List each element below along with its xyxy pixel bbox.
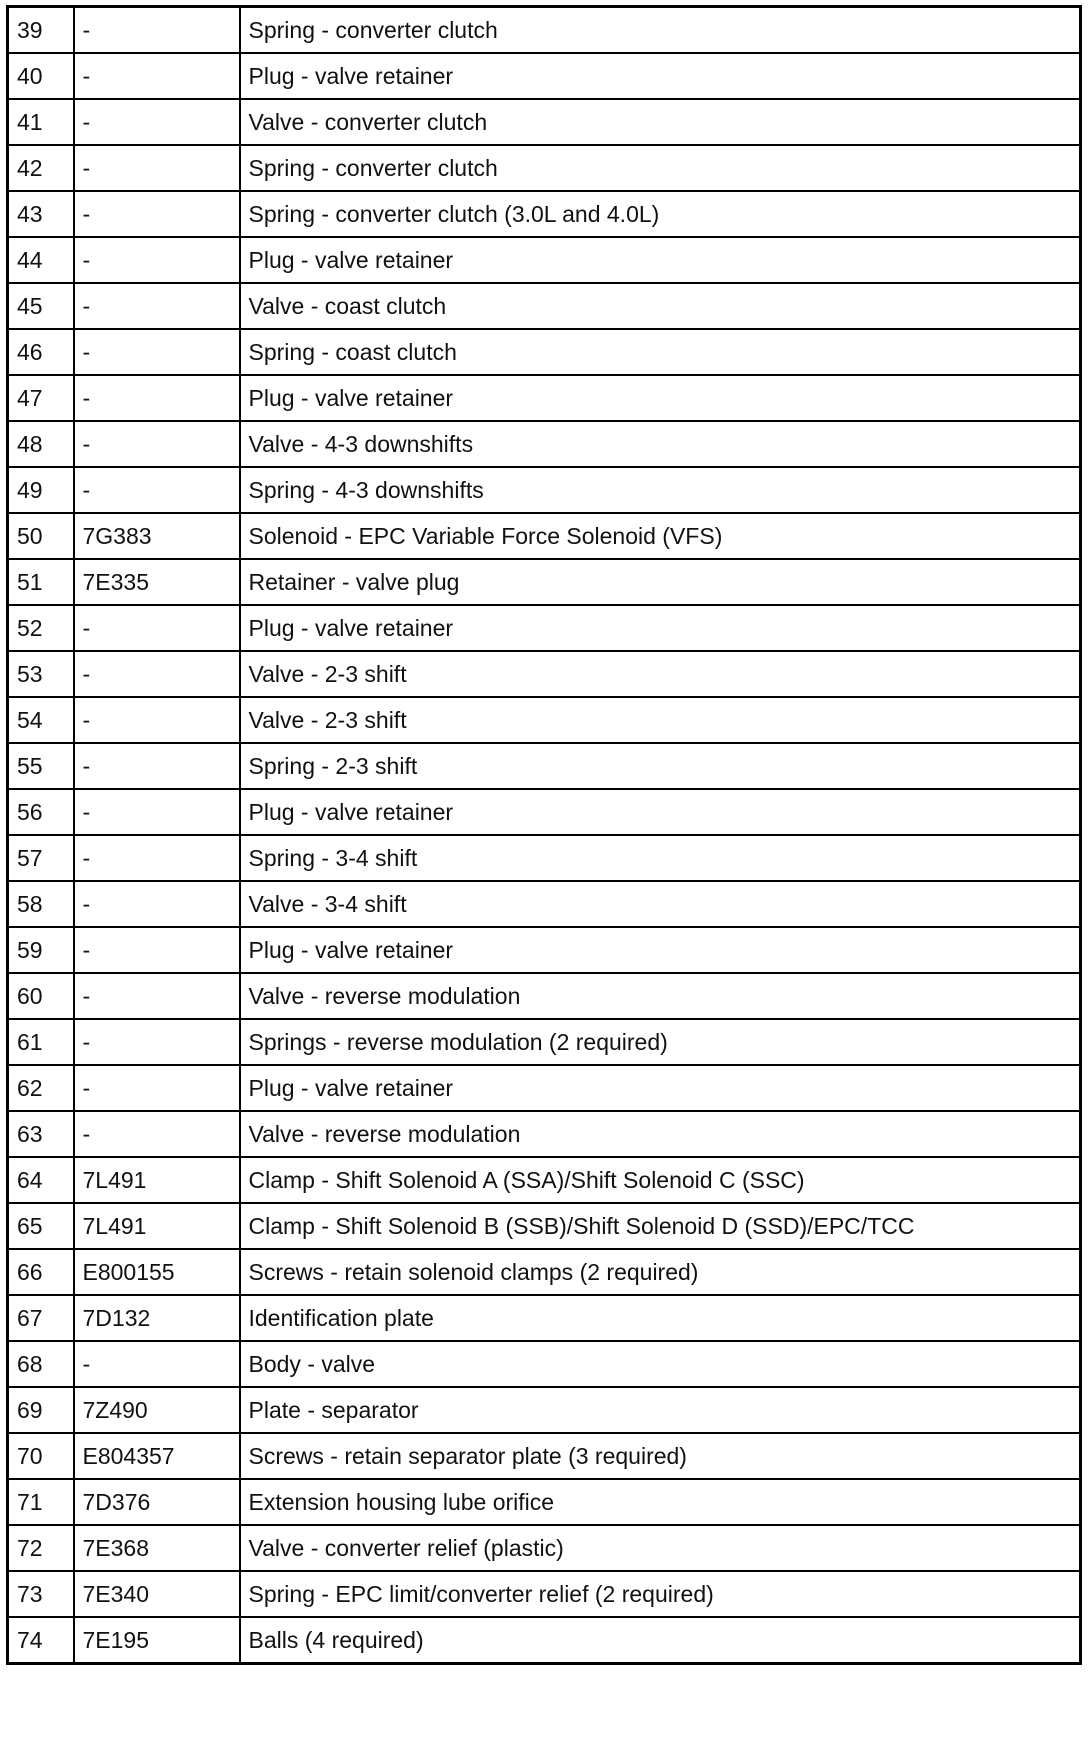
- table-row: [8, 53, 1081, 99]
- table-row: [8, 329, 1081, 375]
- description-cell: Spring - converter clutch: [240, 7, 1081, 54]
- description-cell: Identification plate: [240, 1295, 1081, 1341]
- part-number-cell: -: [74, 973, 240, 1019]
- description-cell: Spring - coast clutch: [240, 329, 1081, 375]
- item-number-cell: 69: [8, 1387, 74, 1433]
- item-number-cell: 39: [8, 7, 74, 54]
- description-cell: Springs - reverse modulation (2 required): [240, 1019, 1081, 1065]
- description-cell: Valve - reverse modulation: [240, 1111, 1081, 1157]
- item-number-cell: 72: [8, 1525, 74, 1571]
- item-number-cell: 62: [8, 1065, 74, 1111]
- part-number-cell: -: [74, 1065, 240, 1111]
- part-number-cell: -: [74, 743, 240, 789]
- table-row: [8, 1433, 1081, 1479]
- table-row: [8, 191, 1081, 237]
- description-cell: Plate - separator: [240, 1387, 1081, 1433]
- table-row: [8, 513, 1081, 559]
- item-number-cell: 59: [8, 927, 74, 973]
- table-row: [8, 467, 1081, 513]
- description-cell: Spring - converter clutch (3.0L and 4.0L): [240, 191, 1081, 237]
- item-number-cell: 42: [8, 145, 74, 191]
- item-number-cell: 51: [8, 559, 74, 605]
- item-number-cell: 74: [8, 1617, 74, 1664]
- part-number-cell: 7E368: [74, 1525, 240, 1571]
- table-row: [8, 99, 1081, 145]
- description-cell: Valve - 3-4 shift: [240, 881, 1081, 927]
- table-row: [8, 1479, 1081, 1525]
- item-number-cell: 70: [8, 1433, 74, 1479]
- item-number-cell: 40: [8, 53, 74, 99]
- table-row: [8, 283, 1081, 329]
- table-row: [8, 927, 1081, 973]
- description-cell: Plug - valve retainer: [240, 1065, 1081, 1111]
- table-row: [8, 1203, 1081, 1249]
- table-row: [8, 1111, 1081, 1157]
- part-number-cell: -: [74, 53, 240, 99]
- table-row: [8, 1571, 1081, 1617]
- item-number-cell: 52: [8, 605, 74, 651]
- table-row: [8, 697, 1081, 743]
- item-number-cell: 68: [8, 1341, 74, 1387]
- part-number-cell: 7E335: [74, 559, 240, 605]
- description-cell: Plug - valve retainer: [240, 927, 1081, 973]
- table-row: [8, 1617, 1081, 1664]
- description-cell: Valve - coast clutch: [240, 283, 1081, 329]
- part-number-cell: -: [74, 145, 240, 191]
- item-number-cell: 53: [8, 651, 74, 697]
- table-row: [8, 375, 1081, 421]
- part-number-cell: 7L491: [74, 1157, 240, 1203]
- part-number-cell: -: [74, 1341, 240, 1387]
- part-number-cell: 7G383: [74, 513, 240, 559]
- description-cell: Spring - converter clutch: [240, 145, 1081, 191]
- part-number-cell: -: [74, 835, 240, 881]
- description-cell: Valve - 2-3 shift: [240, 697, 1081, 743]
- item-number-cell: 50: [8, 513, 74, 559]
- part-number-cell: -: [74, 7, 240, 54]
- part-number-cell: -: [74, 99, 240, 145]
- item-number-cell: 61: [8, 1019, 74, 1065]
- description-cell: Clamp - Shift Solenoid A (SSA)/Shift Solenoid C (SSC): [240, 1157, 1081, 1203]
- item-number-cell: 46: [8, 329, 74, 375]
- item-number-cell: 60: [8, 973, 74, 1019]
- part-number-cell: -: [74, 697, 240, 743]
- item-number-cell: 73: [8, 1571, 74, 1617]
- description-cell: Solenoid - EPC Variable Force Solenoid (VFS): [240, 513, 1081, 559]
- item-number-cell: 49: [8, 467, 74, 513]
- part-number-cell: -: [74, 789, 240, 835]
- description-cell: Spring - 2-3 shift: [240, 743, 1081, 789]
- description-cell: Valve - 2-3 shift: [240, 651, 1081, 697]
- table-row: [8, 237, 1081, 283]
- item-number-cell: 64: [8, 1157, 74, 1203]
- part-number-cell: 7E340: [74, 1571, 240, 1617]
- table-row: [8, 973, 1081, 1019]
- table-row: [8, 1249, 1081, 1295]
- description-cell: Balls (4 required): [240, 1617, 1081, 1664]
- part-number-cell: 7D132: [74, 1295, 240, 1341]
- description-cell: Valve - reverse modulation: [240, 973, 1081, 1019]
- description-cell: Valve - converter relief (plastic): [240, 1525, 1081, 1571]
- table-row: [8, 421, 1081, 467]
- table-row: [8, 651, 1081, 697]
- item-number-cell: 45: [8, 283, 74, 329]
- item-number-cell: 47: [8, 375, 74, 421]
- part-number-cell: -: [74, 191, 240, 237]
- item-number-cell: 43: [8, 191, 74, 237]
- description-cell: Valve - converter clutch: [240, 99, 1081, 145]
- description-cell: Spring - 3-4 shift: [240, 835, 1081, 881]
- part-number-cell: -: [74, 237, 240, 283]
- part-number-cell: -: [74, 283, 240, 329]
- table-row: [8, 1525, 1081, 1571]
- table-row: [8, 881, 1081, 927]
- part-number-cell: -: [74, 605, 240, 651]
- part-number-cell: E804357: [74, 1433, 240, 1479]
- description-cell: Valve - 4-3 downshifts: [240, 421, 1081, 467]
- item-number-cell: 55: [8, 743, 74, 789]
- item-number-cell: 71: [8, 1479, 74, 1525]
- part-number-cell: 7E195: [74, 1617, 240, 1664]
- part-number-cell: -: [74, 375, 240, 421]
- description-cell: Plug - valve retainer: [240, 605, 1081, 651]
- table-row: [8, 1387, 1081, 1433]
- table-row: [8, 559, 1081, 605]
- table-row: [8, 605, 1081, 651]
- item-number-cell: 58: [8, 881, 74, 927]
- description-cell: Screws - retain separator plate (3 required): [240, 1433, 1081, 1479]
- table-row: [8, 835, 1081, 881]
- part-number-cell: -: [74, 467, 240, 513]
- description-cell: Extension housing lube orifice: [240, 1479, 1081, 1525]
- table-row: [8, 789, 1081, 835]
- description-cell: Plug - valve retainer: [240, 375, 1081, 421]
- part-number-cell: -: [74, 651, 240, 697]
- item-number-cell: 65: [8, 1203, 74, 1249]
- description-cell: Plug - valve retainer: [240, 53, 1081, 99]
- part-number-cell: 7Z490: [74, 1387, 240, 1433]
- part-number-cell: -: [74, 421, 240, 467]
- description-cell: Screws - retain solenoid clamps (2 required): [240, 1249, 1081, 1295]
- table-row: [8, 1295, 1081, 1341]
- description-cell: Retainer - valve plug: [240, 559, 1081, 605]
- item-number-cell: 48: [8, 421, 74, 467]
- item-number-cell: 44: [8, 237, 74, 283]
- item-number-cell: 54: [8, 697, 74, 743]
- table-row: [8, 7, 1081, 54]
- table-row: [8, 145, 1081, 191]
- table-row: [8, 1065, 1081, 1111]
- item-number-cell: 63: [8, 1111, 74, 1157]
- description-cell: Plug - valve retainer: [240, 237, 1081, 283]
- item-number-cell: 66: [8, 1249, 74, 1295]
- description-cell: Clamp - Shift Solenoid B (SSB)/Shift Solenoid D (SSD)/EPC/TCC: [240, 1203, 1081, 1249]
- part-number-cell: -: [74, 927, 240, 973]
- part-number-cell: -: [74, 1019, 240, 1065]
- item-number-cell: 41: [8, 99, 74, 145]
- item-number-cell: 56: [8, 789, 74, 835]
- table-row: [8, 1157, 1081, 1203]
- description-cell: Body - valve: [240, 1341, 1081, 1387]
- item-number-cell: 57: [8, 835, 74, 881]
- description-cell: Spring - 4-3 downshifts: [240, 467, 1081, 513]
- description-cell: Plug - valve retainer: [240, 789, 1081, 835]
- part-number-cell: 7D376: [74, 1479, 240, 1525]
- part-number-cell: -: [74, 1111, 240, 1157]
- part-number-cell: -: [74, 329, 240, 375]
- parts-table: [6, 5, 1082, 1665]
- part-number-cell: E800155: [74, 1249, 240, 1295]
- table-row: [8, 1019, 1081, 1065]
- table-row: [8, 1341, 1081, 1387]
- table-row: [8, 743, 1081, 789]
- part-number-cell: 7L491: [74, 1203, 240, 1249]
- part-number-cell: -: [74, 881, 240, 927]
- item-number-cell: 67: [8, 1295, 74, 1341]
- description-cell: Spring - EPC limit/converter relief (2 required): [240, 1571, 1081, 1617]
- parts-table-body: [8, 7, 1081, 1664]
